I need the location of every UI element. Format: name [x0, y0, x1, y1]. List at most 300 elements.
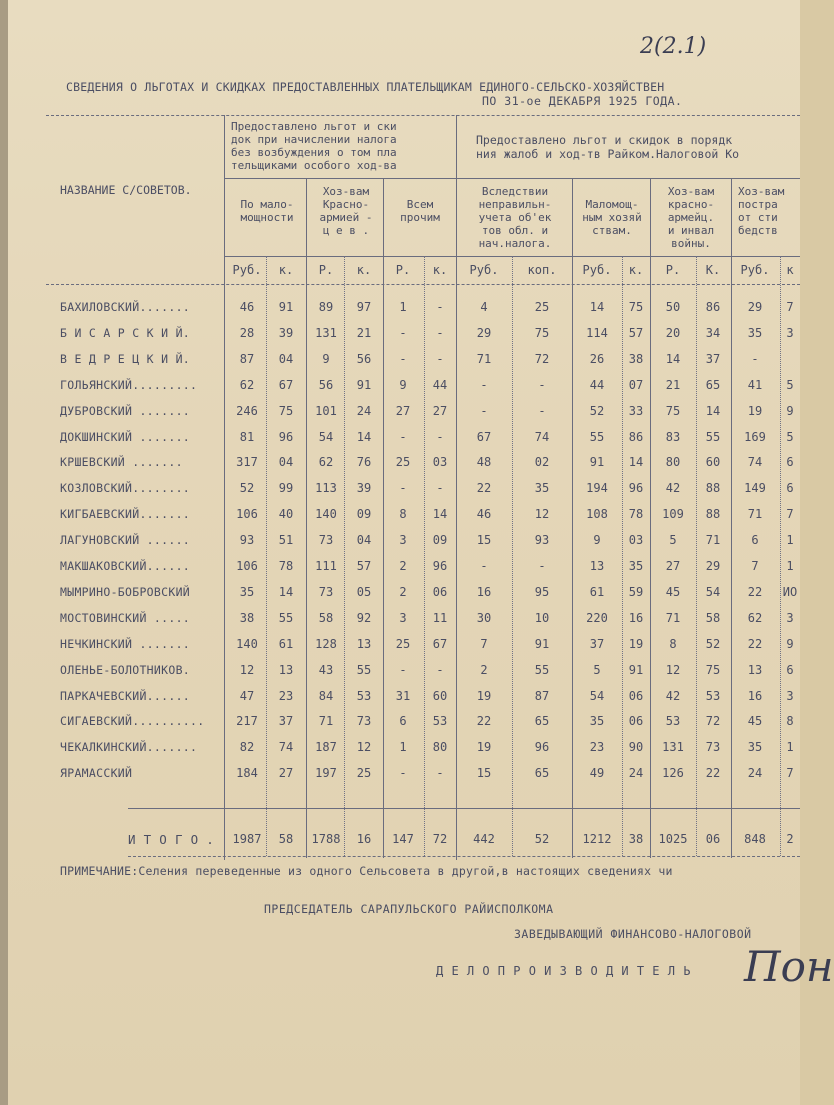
table-cell: 5: [786, 377, 794, 392]
table-cell: 61: [589, 584, 605, 599]
totals-label: И Т О Г О .: [128, 832, 215, 847]
table-cell: 101: [315, 403, 337, 418]
table-cell: 04: [356, 533, 372, 548]
subheader-line: красно-: [667, 198, 715, 211]
table-cell: 05: [356, 584, 372, 599]
subheader-line: армейц.: [667, 211, 715, 224]
subheader-line: и инвал: [667, 224, 715, 237]
table-cell: 06: [628, 688, 644, 703]
table-cell: 75: [628, 300, 644, 314]
header-bottom-rule: [46, 284, 800, 285]
table-cell: -: [399, 351, 407, 366]
table-cell: 184: [236, 766, 258, 781]
document-title-line-2: ПО 31-ое ДЕКАБРЯ 1925 ГОДА.: [482, 94, 683, 108]
table-cell: 7: [786, 300, 794, 314]
totals-cell: 147: [392, 832, 414, 846]
table-cell: 53: [705, 688, 721, 703]
document-title-line-1: СВЕДЕНИЯ О ЛЬГОТАХ И СКИДКАХ ПРЕДОСТАВЛЕННЫХ ПЛАТЕЛЬЩИКАМ ЕДИНОГО-СЕЛЬСКО-ХОЗЯЙСТВЕН: [66, 80, 665, 94]
table-cell: 76: [356, 455, 372, 470]
table-cell: 169: [744, 429, 766, 444]
table-cell: 45: [747, 714, 763, 729]
subheader-line: учета об'ек: [478, 211, 552, 224]
table-cell: 65: [534, 714, 550, 729]
table-cell: 19: [476, 688, 492, 703]
table-cell: 55: [589, 429, 605, 444]
table-cell: 04: [278, 455, 294, 470]
header-name-column: НАЗВАНИЕ С/СОВЕТОВ.: [60, 183, 192, 197]
table-cell: 35: [589, 714, 605, 729]
subheader-line: Вследствии: [481, 185, 549, 198]
table-cell: -: [480, 559, 488, 573]
table-cell: 53: [665, 714, 681, 729]
table-cell: 5: [669, 533, 677, 548]
table-cell: 75: [665, 403, 681, 418]
table-cell: 93: [534, 533, 550, 548]
table-cell: 99: [278, 481, 294, 496]
table-top-rule: [46, 115, 800, 116]
table-cell: 55: [534, 662, 550, 677]
header-group-1: [231, 120, 397, 172]
subheader-red-army: [310, 185, 382, 237]
table-cell: 12: [356, 740, 372, 755]
totals-cell: 1025: [658, 832, 688, 846]
table-cell: 46: [476, 507, 492, 522]
totals-cell: 52: [534, 832, 550, 846]
table-cell: 84: [318, 688, 334, 703]
subheader-others: [386, 198, 454, 224]
table-cell: 25: [356, 766, 372, 781]
subheader-line: По мало-: [240, 198, 294, 211]
header-group-2b: ния жалоб и ход-тв Райком.Налоговой Ко: [476, 147, 740, 161]
table-cell: 109: [662, 507, 684, 522]
totals-cell: 58: [278, 832, 294, 846]
table-cell: 58: [318, 610, 334, 625]
table-cell: 27: [665, 559, 681, 573]
table-cell: 39: [278, 325, 294, 340]
table-cell: 19: [476, 740, 492, 755]
table-cell: 9: [786, 403, 794, 418]
table-cell: 28: [239, 325, 255, 340]
subheader-line: нач.налога.: [478, 237, 552, 250]
table-cell: 51: [278, 533, 294, 548]
table-cell: 54: [589, 688, 605, 703]
table-cell: -: [436, 325, 444, 340]
table-cell: 42: [665, 481, 681, 496]
subheader-line: ствам.: [592, 224, 632, 237]
footnote: ПРИМЕЧАНИЕ:Селения переведенные из одного Сельсовета в другой,в настоящих сведениях чи: [60, 864, 673, 878]
table-cell: 14: [589, 300, 605, 314]
table-cell: 45: [665, 584, 681, 599]
row-name: МАКШАКОВСКИЙ......: [60, 559, 191, 573]
table-cell: 131: [315, 325, 337, 340]
subheader-line: Красно-: [322, 198, 370, 211]
table-cell: 22: [747, 584, 763, 599]
subheader-small-power: [230, 198, 304, 224]
table-cell: 90: [628, 740, 644, 755]
handwritten-signature: Пон: [744, 942, 834, 991]
header-group-1-line: тельщиками особого ход-ва: [231, 159, 397, 172]
table-cell: 14: [278, 584, 294, 599]
table-cell: 13: [589, 559, 605, 573]
table-cell: 74: [747, 455, 763, 470]
unit-label: к.: [356, 263, 372, 277]
table-cell: 6: [751, 533, 759, 548]
table-cell: 25: [534, 300, 550, 314]
table-cell: -: [399, 325, 407, 340]
table-cell: 65: [534, 766, 550, 781]
table-cell: 71: [476, 351, 492, 366]
table-cell: 35: [239, 584, 255, 599]
totals-bottom-rule: [128, 856, 800, 857]
table-cell: 44: [589, 377, 605, 392]
table-cell: 20: [665, 325, 681, 340]
row-name: КРШЕВСКИЙ .......: [60, 455, 183, 470]
table-cell: 09: [356, 507, 372, 522]
table-cell: 2: [399, 559, 407, 573]
table-cell: 131: [662, 740, 684, 755]
table-cell: 12: [665, 662, 681, 677]
signature-finance-head: ЗАВЕДЫВАЮЩИЙ ФИНАНСОВО-НАЛОГОВОЙ: [514, 927, 752, 941]
table-cell: 106: [236, 507, 258, 522]
table-cell: 96: [628, 481, 644, 496]
table-cell: 72: [705, 714, 721, 729]
table-cell: 3: [399, 533, 407, 548]
header-group-1-line: док при начислении налога: [231, 133, 397, 146]
table-cell: 38: [628, 351, 644, 366]
table-cell: 6: [786, 662, 794, 677]
table-cell: 44: [432, 377, 448, 392]
table-cell: 3: [786, 610, 794, 625]
table-cell: 52: [589, 403, 605, 418]
table-cell: 35: [747, 325, 763, 340]
table-cell: 03: [628, 533, 644, 548]
subheader-line: прочим: [400, 211, 440, 224]
table-cell: 16: [628, 610, 644, 625]
table-cell: 14: [628, 455, 644, 470]
table-cell: 67: [432, 636, 448, 651]
table-cell: 73: [318, 533, 334, 548]
table-cell: 67: [278, 377, 294, 392]
table-cell: 10: [534, 610, 550, 625]
table-cell: 27: [278, 766, 294, 781]
table-cell: 12: [239, 662, 255, 677]
row-name: КИГБАЕВСКИЙ.......: [60, 507, 191, 522]
totals-cell: 06: [705, 832, 721, 846]
table-cell: 57: [356, 559, 372, 573]
table-cell: 220: [586, 610, 608, 625]
row-name: БАХИЛОВСКИЙ.......: [60, 300, 191, 314]
table-cell: 65: [705, 377, 721, 392]
table-cell: 197: [315, 766, 337, 781]
table-cell: 03: [432, 455, 448, 470]
table-cell: 53: [432, 714, 448, 729]
table-cell: 74: [534, 429, 550, 444]
table-cell: 86: [628, 429, 644, 444]
table-cell: 09: [432, 533, 448, 548]
table-cell: 93: [239, 533, 255, 548]
table-cell: 13: [278, 662, 294, 677]
table-cell: 27: [395, 403, 411, 418]
table-cell: 55: [356, 662, 372, 677]
table-cell: 97: [356, 300, 372, 314]
table-cell: 78: [278, 559, 294, 573]
subheader-line: Маломощ-: [585, 198, 639, 211]
unit-label: коп.: [527, 263, 557, 277]
table-cell: 31: [395, 688, 411, 703]
subheader-low-power-farms: [574, 198, 650, 237]
table-cell: -: [399, 662, 407, 677]
table-cell: 19: [747, 403, 763, 418]
totals-cell: 16: [356, 832, 372, 846]
table-cell: 88: [705, 507, 721, 522]
table-cell: 41: [747, 377, 763, 392]
table-cell: 15: [476, 533, 492, 548]
row-name: ДУБРОВСКИЙ .......: [60, 403, 191, 418]
table-cell: 42: [665, 688, 681, 703]
table-cell: 35: [747, 740, 763, 755]
table-cell: 74: [278, 740, 294, 755]
table-cell: -: [399, 429, 407, 444]
table-cell: 55: [278, 610, 294, 625]
table-cell: 29: [705, 559, 721, 573]
table-cell: 1: [786, 533, 794, 548]
table-cell: 13: [356, 636, 372, 651]
table-cell: 22: [747, 636, 763, 651]
unit-label: Руб.: [740, 263, 770, 277]
subheader-red-army-invalids: [652, 185, 730, 250]
row-name: НЕЧКИНСКИЙ .......: [60, 636, 191, 651]
table-cell: 9: [593, 533, 601, 548]
table-cell: -: [751, 351, 759, 366]
table-cell: 71: [747, 507, 763, 522]
signature-clerk: Д Е Л О П Р О И З В О Д И Т Е Л Ь: [436, 964, 691, 978]
table-cell: 30: [476, 610, 492, 625]
table-cell: 19: [628, 636, 644, 651]
table-cell: 54: [705, 584, 721, 599]
row-name: ДОКШИНСКИЙ .......: [60, 429, 191, 444]
table-cell: 1: [399, 740, 407, 755]
table-cell: 7: [480, 636, 488, 651]
table-cell: 52: [239, 481, 255, 496]
table-cell: 55: [705, 429, 721, 444]
table-cell: 37: [705, 351, 721, 366]
table-cell: 126: [662, 766, 684, 781]
table-cell: 9: [399, 377, 407, 392]
table-cell: -: [399, 766, 407, 781]
table-cell: 25: [395, 636, 411, 651]
table-cell: 58: [705, 610, 721, 625]
table-cell: 91: [589, 455, 605, 470]
table-cell: 75: [278, 403, 294, 418]
table-cell: 187: [315, 740, 337, 755]
subheader-line: от сти: [738, 211, 778, 224]
table-cell: 106: [236, 559, 258, 573]
totals-cell: 1212: [582, 832, 612, 846]
subheader-line: Всем: [406, 198, 434, 211]
table-cell: 96: [278, 429, 294, 444]
subheader-line: неправильн-: [478, 198, 552, 211]
subheader-incorrect-accounting: [460, 185, 570, 250]
unit-label: Р.: [665, 263, 681, 277]
table-cell: 113: [315, 481, 337, 496]
table-cell: 80: [432, 740, 448, 755]
table-cell: 87: [239, 351, 255, 366]
table-cell: 34: [705, 325, 721, 340]
table-cell: 21: [665, 377, 681, 392]
table-cell: -: [480, 403, 488, 418]
unit-label: к: [786, 263, 794, 277]
subheader-line: Хоз-вам: [738, 185, 785, 198]
table-cell: -: [538, 559, 546, 573]
table-cell: 6: [786, 481, 794, 496]
subheader-line: мощности: [240, 211, 294, 224]
table-cell: -: [436, 766, 444, 781]
table-cell: 29: [747, 300, 763, 314]
table-cell: -: [538, 403, 546, 418]
table-cell: 54: [318, 429, 334, 444]
table-cell: 46: [239, 300, 255, 314]
table-cell: 25: [395, 455, 411, 470]
table-cell: 96: [432, 559, 448, 573]
table-cell: 14: [432, 507, 448, 522]
subheader-line: армией -: [319, 211, 373, 224]
table-cell: 39: [356, 481, 372, 496]
table-cell: 194: [586, 481, 608, 496]
row-name: ПАРКАЧЕВСКИЙ......: [60, 688, 191, 703]
table-cell: 82: [239, 740, 255, 755]
totals-cell: 72: [432, 832, 448, 846]
table-cell: 35: [628, 559, 644, 573]
table-cell: 48: [476, 455, 492, 470]
unit-label: к.: [628, 263, 644, 277]
table-cell: 24: [747, 766, 763, 781]
table-cell: 91: [278, 300, 294, 314]
table-cell: 57: [628, 325, 644, 340]
table-cell: 35: [534, 481, 550, 496]
row-name: МОСТОВИНСКИЙ .....: [60, 610, 191, 625]
table-cell: 88: [705, 481, 721, 496]
header-group-rule: [224, 178, 800, 179]
totals-top-rule: [128, 808, 800, 809]
header-group-1-line: Предоставлено льгот и ски: [231, 120, 397, 133]
row-name: МЫМРИНО-БОБРОВСКИЙ: [60, 584, 191, 599]
table-cell: 23: [278, 688, 294, 703]
table-cell: 23: [589, 740, 605, 755]
table-cell: -: [399, 481, 407, 496]
table-cell: 140: [236, 636, 258, 651]
table-cell: 14: [665, 351, 681, 366]
table-cell: 49: [589, 766, 605, 781]
row-name: СИГАЕВСКИЙ..........: [60, 714, 205, 729]
unit-label: К.: [705, 263, 721, 277]
table-cell: -: [480, 377, 488, 392]
table-cell: 83: [665, 429, 681, 444]
signature-chairman: ПРЕДСЕДАТЕЛЬ САРАПУЛЬСКОГО РАЙИСПОЛКОМА: [264, 902, 554, 916]
totals-cell: 38: [628, 832, 644, 846]
table-cell: 2: [480, 662, 488, 677]
table-cell: 71: [318, 714, 334, 729]
table-cell: 56: [356, 351, 372, 366]
table-cell: 14: [356, 429, 372, 444]
table-cell: 13: [747, 662, 763, 677]
table-cell: 4: [480, 300, 488, 314]
table-cell: 16: [747, 688, 763, 703]
table-cell: 246: [236, 403, 258, 418]
table-cell: 7: [786, 507, 794, 522]
table-cell: 89: [318, 300, 334, 314]
table-cell: 37: [589, 636, 605, 651]
table-cell: 38: [239, 610, 255, 625]
table-cell: 86: [705, 300, 721, 314]
table-cell: 14: [705, 403, 721, 418]
table-cell: 91: [534, 636, 550, 651]
table-cell: 6: [786, 455, 794, 470]
table-cell: 61: [278, 636, 294, 651]
table-cell: 62: [318, 455, 334, 470]
subheader-line: войны.: [671, 237, 711, 250]
table-cell: 62: [239, 377, 255, 392]
table-cell: 91: [628, 662, 644, 677]
table-cell: 62: [747, 610, 763, 625]
table-cell: 8: [669, 636, 677, 651]
table-cell: 6: [399, 714, 407, 729]
totals-cell: 442: [473, 832, 495, 846]
table-cell: 50: [665, 300, 681, 314]
table-cell: 3: [399, 610, 407, 625]
table-cell: 95: [534, 584, 550, 599]
archive-page-mark: 2(2.1): [640, 34, 707, 59]
row-name: В Е Д Р Е Ц К И Й.: [60, 351, 191, 366]
table-cell: 317: [236, 455, 258, 470]
table-cell: 43: [318, 662, 334, 677]
unit-label: к.: [278, 263, 294, 277]
row-name: ЛАГУНОВСКИЙ ......: [60, 533, 191, 548]
table-cell: 16: [476, 584, 492, 599]
table-cell: 96: [534, 740, 550, 755]
table-cell: 11: [432, 610, 448, 625]
table-cell: 80: [665, 455, 681, 470]
table-cell: 91: [356, 377, 372, 392]
table-cell: 37: [278, 714, 294, 729]
table-cell: 27: [432, 403, 448, 418]
table-cell: -: [538, 377, 546, 392]
table-cell: 21: [356, 325, 372, 340]
table-cell: 3: [786, 688, 794, 703]
row-name: ЯРАМАССКИЙ: [60, 766, 133, 781]
table-cell: 04: [278, 351, 294, 366]
subheader-line: ц е в .: [322, 224, 370, 237]
table-cell: -: [436, 481, 444, 496]
table-cell: 40: [278, 507, 294, 522]
totals-cell: 1788: [311, 832, 341, 846]
table-cell: 1: [399, 300, 407, 314]
table-cell: 87: [534, 688, 550, 703]
table-cell: 59: [628, 584, 644, 599]
table-cell: 15: [476, 766, 492, 781]
table-cell: 22: [476, 481, 492, 496]
table-cell: 22: [705, 766, 721, 781]
table-cell: 128: [315, 636, 337, 651]
row-name: ЧЕКАЛКИНСКИЙ.......: [60, 740, 198, 755]
row-name: ОЛЕНЬЕ-БОЛОТНИКОВ.: [60, 662, 191, 677]
subheader-line: бедств: [738, 224, 778, 237]
totals-cell: 1987: [232, 832, 262, 846]
table-cell: -: [436, 429, 444, 444]
table-cell: 02: [534, 455, 550, 470]
table-cell: 3: [786, 325, 794, 340]
table-cell: 24: [628, 766, 644, 781]
table-cell: 06: [432, 584, 448, 599]
